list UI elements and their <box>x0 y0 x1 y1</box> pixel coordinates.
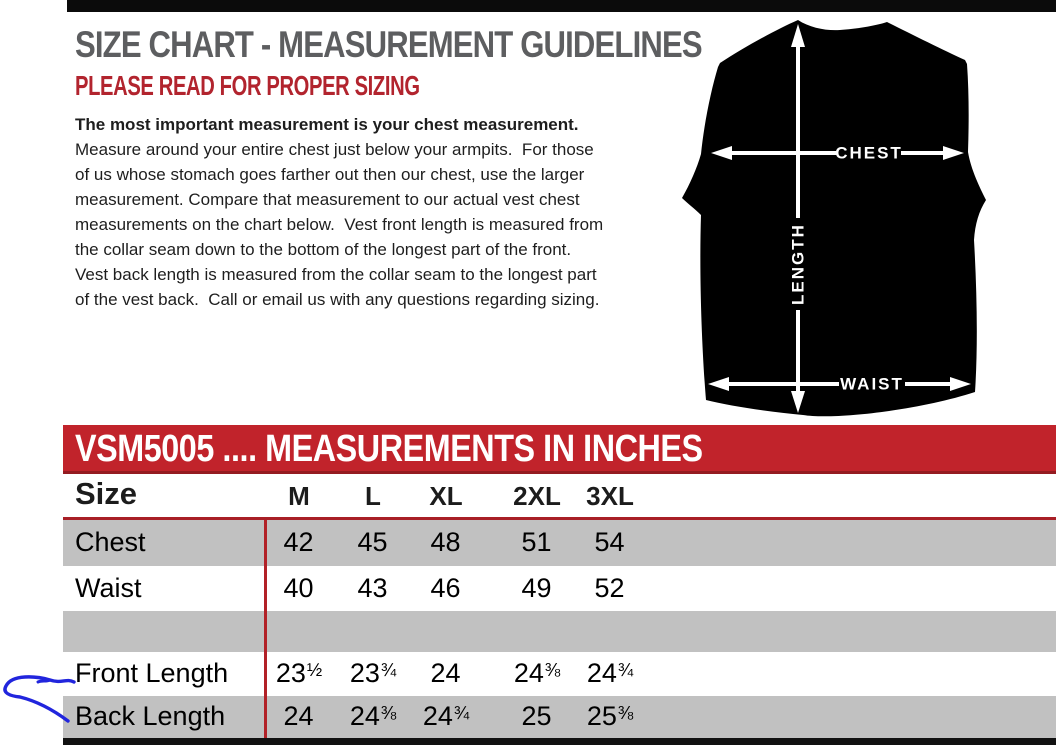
bottom-black-bar <box>63 738 1056 745</box>
cell-front-l: $23^{\frac{3}{4}}$ <box>349 658 397 688</box>
table-row-back-length <box>63 696 1056 738</box>
cell-back-2xl: 25 <box>521 701 552 731</box>
row-label: Back Length <box>75 701 226 731</box>
vest-silhouette-icon <box>682 20 986 416</box>
model-banner-text: VSM5005 .... MEASUREMENTS IN INCHES <box>75 428 703 470</box>
column-header-l: L <box>365 481 381 511</box>
instruction-line: the collar seam down to the bottom of the longest part of the front. <box>75 240 572 259</box>
vest-diagram <box>675 12 995 424</box>
cell-front-m: $23^{\frac{1}{2}}$ <box>275 658 323 688</box>
cell-back-m: 24 <box>283 701 314 731</box>
cell-chest-m: 42 <box>283 527 314 557</box>
table-vertical-divider <box>264 520 267 738</box>
table-row-front-length <box>63 652 1056 696</box>
instruction-line: of the vest back. Call or email us with any questions regarding sizing. <box>75 290 600 309</box>
model-banner <box>63 425 1056 474</box>
column-header-m: M <box>288 481 310 511</box>
row-label: Front Length <box>75 658 229 688</box>
cell-chest-2xl: 51 <box>521 527 552 557</box>
cell-front-xl: 24 <box>430 658 461 688</box>
size-header: Size <box>75 476 138 511</box>
cell-front-2xl: $24^{\frac{3}{8}}$ <box>513 658 561 688</box>
cell-chest-l: 45 <box>357 527 388 557</box>
column-header-3xl: 3XL <box>586 481 634 511</box>
instruction-line: measurements on the chart below. Vest front length is measured from <box>75 215 604 234</box>
pen-scribble-arrow-icon <box>0 658 95 733</box>
length-label: LENGTH <box>788 223 808 305</box>
table-row-waist <box>63 566 1056 611</box>
page-subtitle: PLEASE READ FOR PROPER SIZING <box>75 70 420 101</box>
waist-label: WAIST <box>840 374 904 394</box>
instruction-line: Vest back length is measured from the collar seam to the longest part <box>75 265 597 284</box>
cell-waist-l: 43 <box>357 573 388 603</box>
chest-label: CHEST <box>835 143 903 163</box>
instruction-line: measurement. Compare that measurement to our actual vest chest <box>75 190 580 209</box>
row-label: Chest <box>75 527 146 557</box>
column-header-2xl: 2XL <box>513 481 561 511</box>
instruction-line: The most important measurement is your chest measurement. <box>75 115 579 134</box>
page-title: SIZE CHART - MEASUREMENT GUIDELINES <box>75 24 702 65</box>
instruction-line: Measure around your entire chest just below your armpits. For those <box>75 140 594 159</box>
cell-chest-3xl: 54 <box>594 527 625 557</box>
cell-chest-xl: 48 <box>430 527 461 557</box>
table-row-chest <box>63 520 1056 566</box>
top-black-bar <box>67 0 1056 12</box>
cell-waist-3xl: 52 <box>594 573 625 603</box>
cell-waist-xl: 46 <box>430 573 461 603</box>
table-spacer-row <box>63 611 1056 652</box>
cell-front-3xl: $24^{\frac{3}{4}}$ <box>586 658 634 688</box>
table-header-row <box>63 474 1056 517</box>
cell-waist-2xl: 49 <box>521 573 552 603</box>
column-header-xl: XL <box>429 481 463 511</box>
cell-back-3xl: $25^{\frac{3}{8}}$ <box>586 701 634 731</box>
measurement-instructions <box>75 112 695 312</box>
cell-back-xl: $24^{\frac{3}{4}}$ <box>422 701 470 731</box>
cell-waist-m: 40 <box>283 573 314 603</box>
row-label: Waist <box>75 573 142 603</box>
cell-back-l: $24^{\frac{3}{8}}$ <box>349 701 397 731</box>
instruction-line: of us whose stomach goes farther out then our chest, use the larger <box>75 165 585 184</box>
